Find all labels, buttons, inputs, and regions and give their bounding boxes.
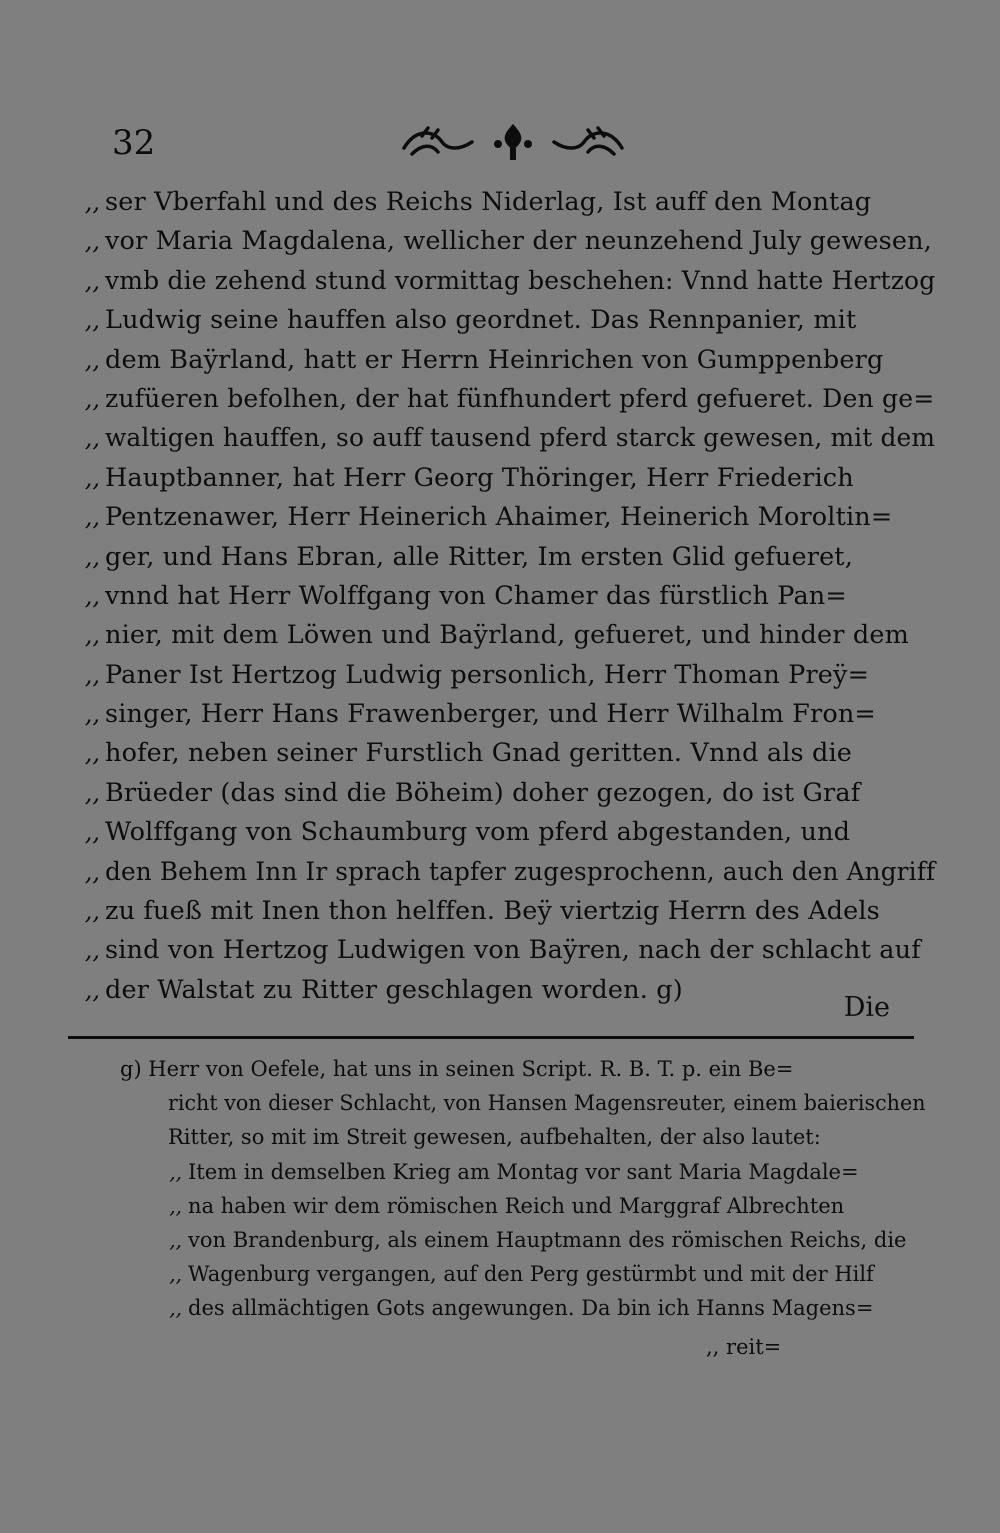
text-line [60, 695, 940, 734]
footnote-text: na haben wir dem römischen Reich und Marggraf Albrechten [188, 1193, 845, 1218]
footnote-line [108, 1052, 928, 1086]
line-text: ser Vberfahl und des Reichs Niderlag, Ist auff den Montag [105, 187, 872, 217]
line-text: Paner Ist Hertzog Ludwig personlich, Herr Thoman Preÿ= [105, 659, 870, 690]
quote-mark: ,, [84, 660, 100, 689]
footnote-text: von Brandenburg, als einem Hauptmann des römischen Reichs, die [188, 1227, 907, 1252]
line-text: nier, mit dem Löwen und Baÿrland, gefueret, und hinder dem [105, 620, 909, 651]
text-line [60, 774, 940, 813]
footnote-line [108, 1189, 928, 1223]
line-text: Pentzenawer, Herr Heinerich Ahaimer, Heinerich Moroltin= [105, 502, 893, 533]
text-line [60, 341, 940, 380]
quote-mark: ,, [84, 384, 100, 413]
text-line [60, 971, 940, 1010]
quote-mark: ,, [84, 581, 100, 610]
fleuron-ornament-icon [398, 118, 628, 166]
text-line [60, 222, 940, 261]
footnote-line [108, 1223, 928, 1257]
text-line [60, 301, 940, 340]
text-line [60, 577, 940, 616]
text-line [60, 498, 940, 537]
quote-mark: ,, [84, 463, 100, 492]
footnote-line [108, 1257, 928, 1291]
text-line [60, 931, 940, 970]
quote-mark: ,, [84, 306, 100, 335]
footnote-line [108, 1086, 928, 1120]
line-text: singer, Herr Hans Frawenberger, und Herr Wilhalm Fron= [105, 699, 876, 730]
quote-mark: ,, [169, 1227, 182, 1252]
line-text: waltigen hauffen, so auff tausend pferd starck gewesen, mit dem [105, 423, 936, 454]
text-line [60, 656, 940, 695]
line-text: ger, und Hans Ebran, alle Ritter, Im ersten Glid gefueret, [105, 541, 853, 572]
text-line [60, 853, 940, 892]
footnote-text: g) Herr von Oefele, hat uns in seinen Script. R. B. T. p. ein Be= [120, 1057, 794, 1081]
line-text: hofer, neben seiner Furstlich Gnad geritten. Vnnd als die [105, 738, 853, 769]
footnote-line [108, 1120, 928, 1154]
line-text: Hauptbanner, hat Herr Georg Thöringer, Herr Friederich [105, 462, 854, 493]
text-line [60, 183, 940, 222]
text-line [60, 538, 940, 577]
text-line [60, 262, 940, 301]
quote-mark: ,, [84, 542, 100, 571]
line-text: den Behem Inn Ir sprach tapfer zugesprochenn, auch den Angriff [105, 856, 936, 887]
footnote-block [108, 1052, 928, 1326]
footnote-text: des allmächtigen Gots angewungen. Da bin ich Hanns Magens= [188, 1296, 874, 1321]
footnote-text: Item in demselben Krieg am Montag vor sant Maria Magdale= [188, 1159, 859, 1184]
footnote-line [108, 1155, 928, 1189]
footnote-line [108, 1291, 928, 1325]
quote-mark: ,, [84, 503, 100, 532]
quote-mark: ,, [169, 1193, 182, 1218]
quote-mark: ,, [84, 778, 100, 807]
line-text: dem Baÿrland, hatt er Herrn Heinrichen von Gumppenberg [105, 344, 884, 375]
text-line [60, 892, 940, 931]
quote-mark: ,, [84, 857, 100, 886]
quote-mark: ,, [84, 345, 100, 374]
text-line [60, 616, 940, 655]
quote-mark: ,, [169, 1262, 182, 1287]
quote-mark: ,, [84, 188, 100, 216]
footnote-text: Ritter, so mit im Streit gewesen, aufbehalten, der also lautet: [168, 1125, 821, 1150]
main-text-block [60, 183, 940, 1010]
text-line [60, 734, 940, 773]
text-line [60, 813, 940, 852]
line-text: vor Maria Magdalena, wellicher der neunzehend July gewesen, [105, 226, 932, 257]
quote-mark: ,, [84, 621, 100, 650]
catchword: Die [843, 992, 890, 1023]
text-line [60, 380, 940, 419]
quote-mark: ,, [169, 1159, 182, 1184]
quote-mark: ,, [84, 739, 100, 768]
quote-mark: ,, [84, 897, 100, 926]
line-text: Brüeder (das sind die Böheim) doher gezogen, do ist Graf [105, 777, 861, 808]
quote-mark: ,, [84, 700, 100, 729]
page-number: 32 [112, 123, 156, 163]
text-line [60, 459, 940, 498]
footnote-text: Wagenburg vergangen, auf den Perg gestürmbt und mit der Hilf [188, 1262, 874, 1287]
quote-mark: ,, [84, 266, 100, 295]
line-text: Ludwig seine hauffen also geordnet. Das Rennpanier, mit [105, 305, 857, 336]
quote-mark: ,, [84, 818, 100, 847]
quote-mark: ,, [169, 1296, 182, 1321]
footnote-text: richt von dieser Schlacht, von Hansen Magensreuter, einem baierischen [168, 1091, 926, 1116]
line-text: sind von Hertzog Ludwigen von Baÿren, nach der schlacht auf [105, 935, 921, 966]
quote-mark: ,, [84, 227, 100, 256]
footnote-last-line: ,, reit= [706, 1335, 782, 1359]
line-text: zu fueß mit Inen thon helffen. Beÿ viertzig Herrn des Adels [105, 896, 880, 927]
text-line [60, 419, 940, 458]
line-text: Wolffgang von Schaumburg vom pferd abgestanden, und [105, 817, 851, 848]
line-text: der Walstat zu Ritter geschlagen worden. g) [105, 974, 683, 1005]
quote-mark: ,, [84, 424, 100, 453]
line-text: vmb die zehend stund vormittag beschehen: Vnnd hatte Hertzog [105, 265, 936, 296]
quote-mark: ,, [84, 936, 100, 965]
footnote-divider [68, 1036, 914, 1039]
line-text: vnnd hat Herr Wolffgang von Chamer das fürstlich Pan= [105, 580, 847, 611]
line-text: zufüeren befolhen, der hat fünfhundert pferd gefueret. Den ge= [105, 383, 935, 414]
quote-mark: ,, [84, 975, 100, 1004]
